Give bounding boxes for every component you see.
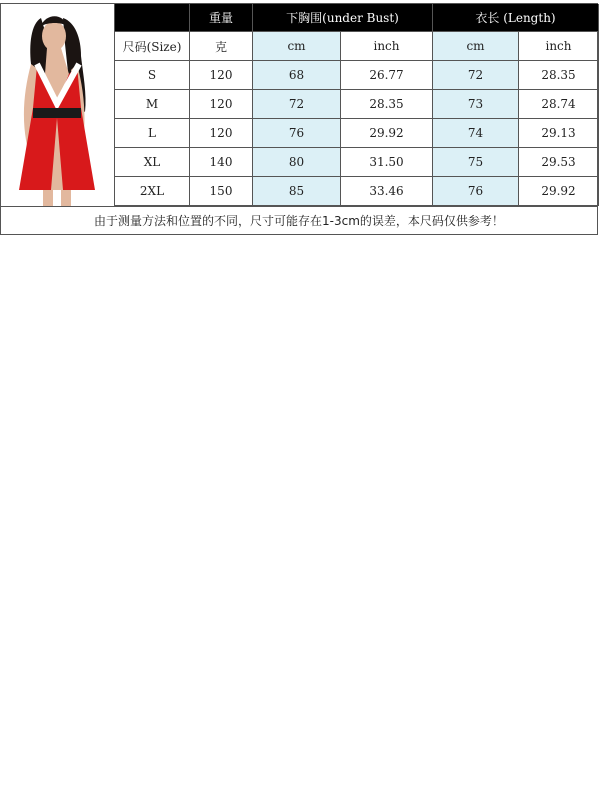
length-cm-cell: 72 xyxy=(433,61,519,90)
length-inch-cell: 29.92 xyxy=(519,177,599,206)
length-cm-cell: 73 xyxy=(433,90,519,119)
header-blank-cell xyxy=(115,4,190,32)
length-inch-cell: 29.53 xyxy=(519,148,599,177)
bust-cm-unit: cm xyxy=(253,32,341,61)
bust-inch-cell: 33.46 xyxy=(341,177,433,206)
measurement-note: 由于测量方法和位置的不同，尺寸可能存在1-3cm的误差，本尺码仅供参考！ xyxy=(1,206,597,235)
length-inch-unit: inch xyxy=(519,32,599,61)
bust-cm-cell: 85 xyxy=(253,177,341,206)
size-cell: XL xyxy=(115,148,190,177)
length-cm-cell: 76 xyxy=(433,177,519,206)
weight-cell: 150 xyxy=(190,177,253,206)
length-inch-cell: 28.74 xyxy=(519,90,599,119)
table-row xyxy=(115,119,599,148)
bust-cm-cell: 68 xyxy=(253,61,341,90)
weight-cell: 120 xyxy=(190,119,253,148)
table-row xyxy=(115,90,599,119)
length-cm-unit: cm xyxy=(433,32,519,61)
length-cm-cell: 75 xyxy=(433,148,519,177)
bust-header: 下胸围(under Bust) xyxy=(253,4,433,32)
product-photo xyxy=(1,4,115,206)
table-row xyxy=(115,177,599,206)
weight-cell: 140 xyxy=(190,148,253,177)
size-label: 尺码(Size) xyxy=(115,32,190,61)
table-row xyxy=(115,148,599,177)
size-cell: 2XL xyxy=(115,177,190,206)
bust-cm-cell: 80 xyxy=(253,148,341,177)
header-row xyxy=(115,4,599,32)
length-inch-cell: 28.35 xyxy=(519,61,599,90)
size-table xyxy=(114,4,599,206)
length-cm-cell: 74 xyxy=(433,119,519,148)
bust-inch-cell: 28.35 xyxy=(341,90,433,119)
bust-inch-cell: 31.50 xyxy=(341,148,433,177)
size-cell: M xyxy=(115,90,190,119)
subheader-row xyxy=(115,32,599,61)
length-inch-cell: 29.13 xyxy=(519,119,599,148)
size-chart xyxy=(0,3,598,235)
table-row xyxy=(115,61,599,90)
weight-unit: 克 xyxy=(190,32,253,61)
bust-inch-cell: 29.92 xyxy=(341,119,433,148)
bust-inch-unit: inch xyxy=(341,32,433,61)
weight-cell: 120 xyxy=(190,90,253,119)
length-header: 衣长 (Length) xyxy=(433,4,599,32)
weight-cell: 120 xyxy=(190,61,253,90)
weight-header: 重量 xyxy=(190,4,253,32)
bust-cm-cell: 72 xyxy=(253,90,341,119)
size-cell: L xyxy=(115,119,190,148)
bust-cm-cell: 76 xyxy=(253,119,341,148)
bust-inch-cell: 26.77 xyxy=(341,61,433,90)
size-cell: S xyxy=(115,61,190,90)
